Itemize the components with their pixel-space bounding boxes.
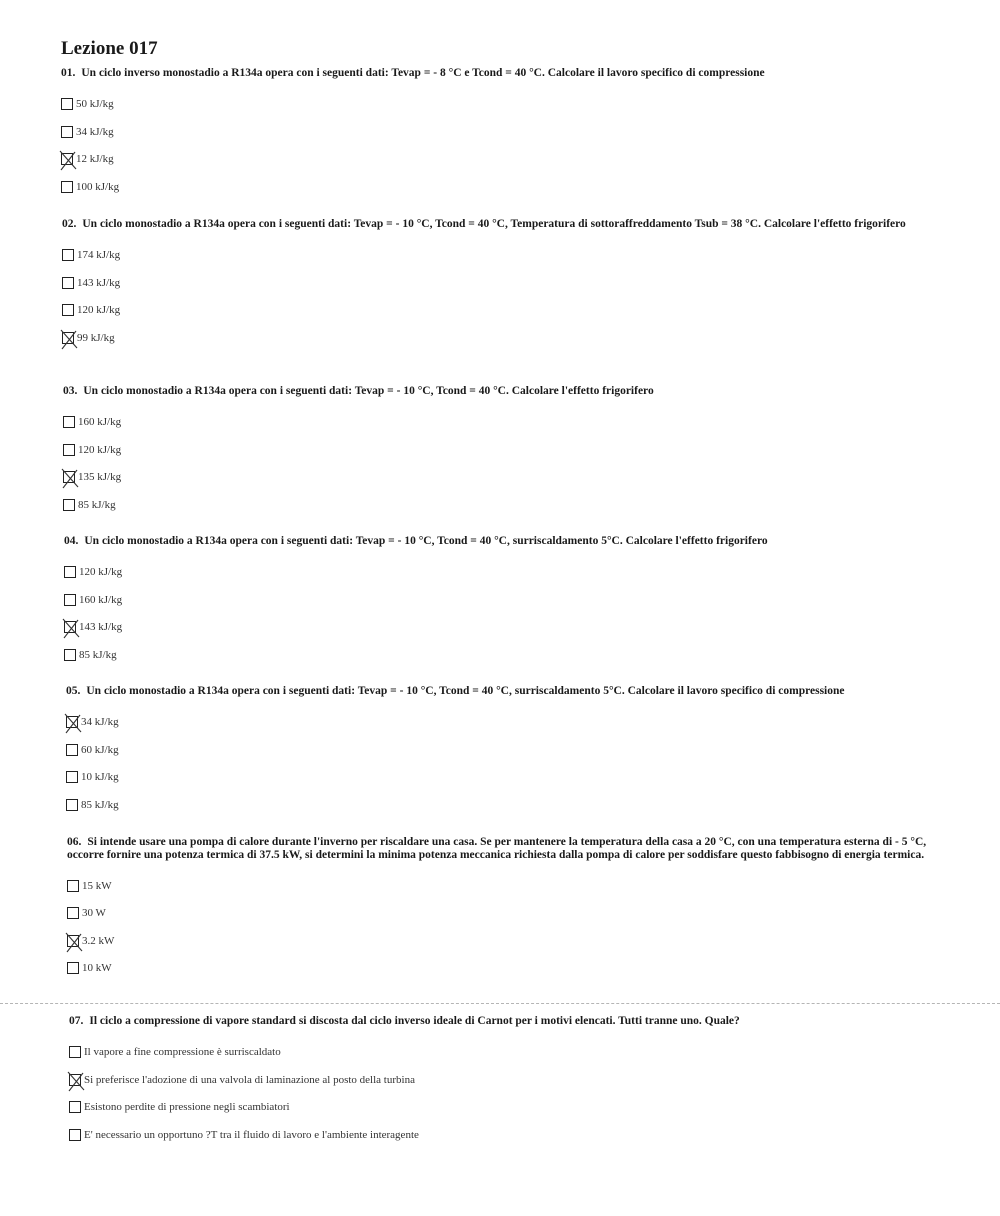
question-text — [66, 685, 946, 698]
checkbox[interactable] — [63, 444, 75, 456]
answer-option[interactable] — [64, 559, 944, 587]
answer-label: Esistono perdite di pressione negli scambiatori — [84, 1101, 290, 1114]
question-number: 04. — [64, 535, 79, 547]
answer-label: 143 kJ/kg — [77, 276, 121, 289]
answer-option[interactable] — [66, 709, 946, 737]
question-body: Un ciclo monostadio a R134a opera con i seguenti dati: Tevap = - 10 °C, Tcond = 40 °C, surriscaldamento 5°C. Calcolare il lavoro specifico di compressione — [86, 685, 845, 697]
answer-label: Il vapore a fine compressione è surriscaldato — [84, 1046, 281, 1059]
answer-label: 85 kJ/kg — [79, 648, 117, 661]
answer-option[interactable] — [67, 927, 937, 955]
question-5 — [66, 685, 946, 819]
checkbox[interactable] — [62, 304, 74, 316]
question-body: Il ciclo a compressione di vapore standard si discosta dal ciclo inverso ideale di Carnot per i motivi elencati. Tutti tranne uno. Quale? — [89, 1015, 740, 1027]
answer-options — [61, 91, 941, 201]
answer-label: 3.2 kW — [82, 934, 115, 947]
cross-mark-icon — [62, 712, 84, 734]
answer-label: 160 kJ/kg — [78, 416, 122, 429]
answer-label: 85 kJ/kg — [81, 798, 119, 811]
answer-option[interactable] — [64, 641, 944, 669]
checkbox[interactable] — [63, 416, 75, 428]
checkbox[interactable] — [61, 126, 73, 138]
question-number: 05. — [66, 685, 81, 697]
answer-options — [62, 242, 942, 352]
answer-label: 160 kJ/kg — [79, 593, 123, 606]
answer-option[interactable] — [66, 791, 946, 819]
page-title: Lezione 017 — [61, 38, 158, 59]
answer-label: 100 kJ/kg — [76, 180, 120, 193]
cross-mark-icon — [60, 617, 82, 639]
question-number: 03. — [63, 385, 78, 397]
answer-label: 120 kJ/kg — [78, 443, 122, 456]
question-body: Un ciclo monostadio a R134a opera con i seguenti dati: Tevap = - 10 °C, Tcond = 40 °C, Temperatura di sottoraffreddamento Tsub = 38 °C. Calcolare l'effetto frigorifero — [82, 218, 906, 230]
answer-option[interactable] — [61, 118, 941, 146]
checkbox-checked[interactable] — [63, 471, 75, 483]
checkbox[interactable] — [64, 649, 76, 661]
answer-option[interactable] — [62, 242, 942, 270]
question-text — [64, 535, 944, 548]
question-body: Un ciclo monostadio a R134a opera con i seguenti dati: Tevap = - 10 °C, Tcond = 40 °C. Calcolare l'effetto frigorifero — [83, 385, 654, 397]
answer-option[interactable] — [63, 464, 943, 492]
answer-label: 135 kJ/kg — [78, 471, 122, 484]
checkbox[interactable] — [67, 880, 79, 892]
checkbox-checked[interactable] — [62, 332, 74, 344]
answer-label: 120 kJ/kg — [79, 566, 123, 579]
checkbox-checked[interactable] — [61, 153, 73, 165]
checkbox[interactable] — [64, 566, 76, 578]
checkbox[interactable] — [64, 594, 76, 606]
checkbox[interactable] — [69, 1101, 81, 1113]
checkbox[interactable] — [66, 771, 78, 783]
answer-option[interactable] — [69, 1121, 949, 1149]
question-text — [62, 218, 942, 231]
answer-options — [66, 709, 946, 819]
question-body: Si intende usare una pompa di calore durante l'inverno per riscaldare una casa. Se per mantenere la temperatura della casa a 20 °C, con una temperatura esterna di - 5 °C, occorre fornire una potenza termica di 37.5 kW, si determini la minima potenza meccanica richiesta dalla pompa di calore per soddisfare questo fabbisogno di energia termica. — [67, 836, 927, 861]
question-text — [67, 836, 937, 861]
checkbox[interactable] — [62, 277, 74, 289]
answer-option[interactable] — [62, 269, 942, 297]
answer-option[interactable] — [63, 491, 943, 519]
answer-option[interactable] — [66, 764, 946, 792]
question-7 — [69, 1015, 949, 1149]
answer-option[interactable] — [66, 736, 946, 764]
question-1 — [61, 67, 941, 201]
answer-option[interactable] — [69, 1066, 949, 1094]
answer-label: 10 kW — [82, 962, 112, 975]
answer-options — [69, 1039, 949, 1149]
answer-option[interactable] — [67, 955, 937, 983]
checkbox[interactable] — [66, 744, 78, 756]
answer-label: 99 kJ/kg — [77, 331, 115, 344]
answer-label: 15 kW — [82, 879, 112, 892]
answer-label: 30 W — [82, 907, 106, 920]
question-3 — [63, 385, 943, 519]
question-number: 01. — [61, 67, 76, 79]
checkbox-checked[interactable] — [69, 1074, 81, 1086]
answer-label: 34 kJ/kg — [81, 716, 119, 729]
question-text — [63, 385, 943, 398]
checkbox[interactable] — [66, 799, 78, 811]
answer-label: 60 kJ/kg — [81, 743, 119, 756]
answer-option[interactable] — [67, 872, 937, 900]
answer-label: 120 kJ/kg — [77, 304, 121, 317]
checkbox[interactable] — [69, 1129, 81, 1141]
checkbox[interactable] — [61, 98, 73, 110]
cross-mark-icon — [58, 328, 80, 350]
checkbox[interactable] — [63, 499, 75, 511]
question-2 — [62, 218, 942, 352]
question-number: 07. — [69, 1015, 84, 1027]
question-body: Un ciclo inverso monostadio a R134a opera con i seguenti dati: Tevap = - 8 °C e Tcond = 40 °C. Calcolare il lavoro specifico di compressione — [81, 67, 765, 79]
checkbox[interactable] — [62, 249, 74, 261]
answer-option[interactable] — [63, 436, 943, 464]
checkbox[interactable] — [67, 907, 79, 919]
answer-option[interactable] — [63, 409, 943, 437]
answer-options — [64, 559, 944, 669]
question-number: 06. — [67, 836, 82, 848]
answer-option[interactable] — [67, 900, 937, 928]
answer-label: 34 kJ/kg — [76, 125, 114, 138]
checkbox[interactable] — [69, 1046, 81, 1058]
answer-label: 143 kJ/kg — [79, 621, 123, 634]
answer-option[interactable] — [69, 1094, 949, 1122]
question-text — [61, 67, 941, 80]
checkbox[interactable] — [67, 962, 79, 974]
checkbox-checked[interactable] — [64, 621, 76, 633]
question-number: 02. — [62, 218, 77, 230]
answer-label: 12 kJ/kg — [76, 153, 114, 166]
answer-option[interactable] — [61, 146, 941, 174]
cross-mark-icon — [63, 931, 85, 953]
answer-label: 85 kJ/kg — [78, 498, 116, 511]
checkbox[interactable] — [61, 181, 73, 193]
cross-mark-icon — [59, 467, 81, 489]
answer-label: Si preferisce l'adozione di una valvola di laminazione al posto della turbina — [84, 1073, 415, 1086]
answer-label: 174 kJ/kg — [77, 249, 121, 262]
question-6 — [67, 836, 937, 982]
answer-option[interactable] — [62, 297, 942, 325]
answer-option[interactable] — [64, 586, 944, 614]
cross-mark-icon — [65, 1070, 87, 1092]
answer-options — [63, 409, 943, 519]
answer-option[interactable] — [64, 614, 944, 642]
answer-options — [67, 872, 937, 982]
checkbox-checked[interactable] — [66, 716, 78, 728]
answer-option[interactable] — [61, 91, 941, 119]
cross-mark-icon — [57, 149, 79, 171]
question-text — [69, 1015, 949, 1028]
answer-option[interactable] — [61, 173, 941, 201]
page-divider — [0, 1003, 1000, 1004]
checkbox-checked[interactable] — [67, 935, 79, 947]
answer-option[interactable] — [62, 324, 942, 352]
question-4 — [64, 535, 944, 669]
answer-option[interactable] — [69, 1039, 949, 1067]
question-body: Un ciclo monostadio a R134a opera con i seguenti dati: Tevap = - 10 °C, Tcond = 40 °C, surriscaldamento 5°C. Calcolare l'effetto frigorifero — [84, 535, 768, 547]
answer-label: E' necessario un opportuno ?T tra il fluido di lavoro e l'ambiente interagente — [84, 1128, 419, 1141]
answer-label: 50 kJ/kg — [76, 98, 114, 111]
answer-label: 10 kJ/kg — [81, 771, 119, 784]
